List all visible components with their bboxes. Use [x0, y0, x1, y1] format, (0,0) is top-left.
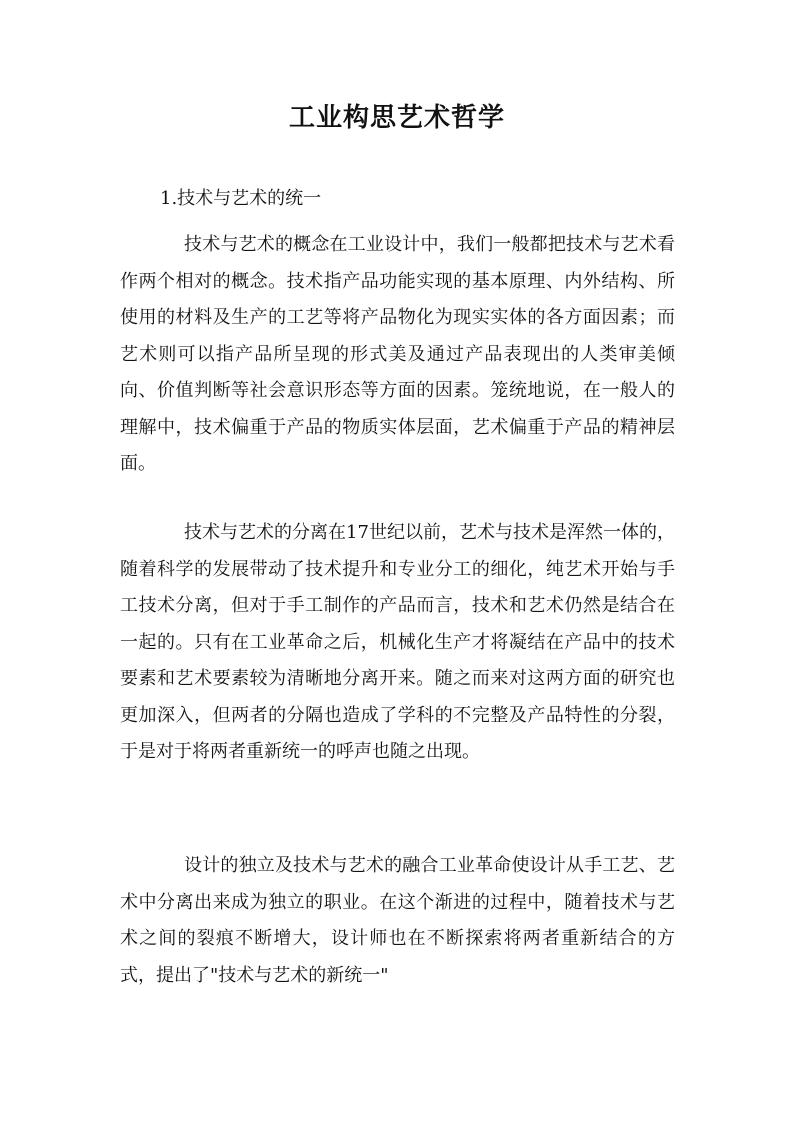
paragraph: 设计的独立及技术与艺术的融合工业革命使设计从手工艺、艺术中分离出来成为独立的职业。在这个渐进的过程中，随着技术与艺术之间的裂痕不断增大，设计师也在不断探索将两者重新结合的方式，提出了"技术与艺术的新统一" [120, 855, 675, 986]
page-title: 工业构思艺术哲学 [288, 103, 505, 133]
section-heading: 1.技术与艺术的统一 [160, 188, 322, 209]
paragraph: 技术与艺术的分离在17世纪以前，艺术与技术是浑然一体的，随着科学的发展带动了技术提升和专业分工的细化，纯艺术开始与手工技术分离，但对于手工制作的产品而言，技术和艺术仍然是结合在一起的。只有在工业革命之后，机械化生产才将凝结在产品中的技术要素和艺术要素较为清晰地分离开来。随之而来对这两方面的研究也更加深入，但两者的分隔也造成了学科的不完整及产品特性的分裂，于是对于将两者重新统一的呼声也随之出现。 [120, 522, 675, 762]
paragraph: 技术与艺术的概念在工业设计中，我们一般都把技术与艺术看作两个相对的概念。技术指产品功能实现的基本原理、内外结构、所使用的材料及生产的工艺等将产品物化为现实实体的各方面因素；而艺术则可以指产品所呈现的形式美及通过产品表现出的人类审美倾向、价值判断等社会意识形态等方面的因素。笼统地说，在一般人的理解中，技术偏重于产品的物质实体层面，艺术偏重于产品的精神层面。 [120, 234, 675, 474]
